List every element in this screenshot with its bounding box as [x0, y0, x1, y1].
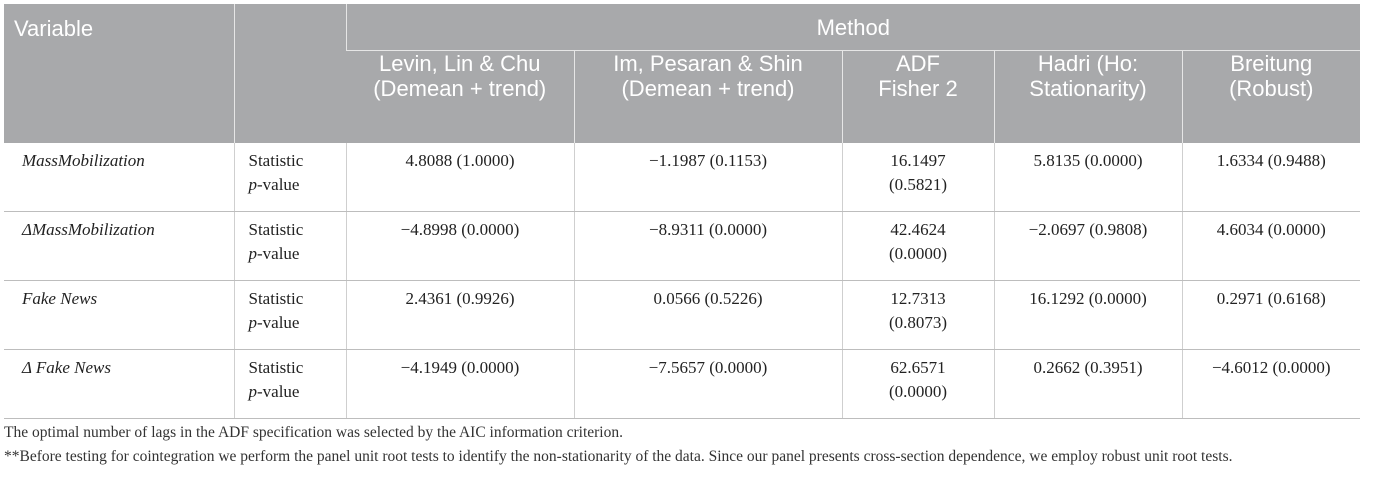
p-label: p [248, 382, 257, 401]
stat-label-cell [234, 212, 346, 281]
stat-label-cell [234, 143, 346, 212]
value-cell-adf-fisher: 42.4624 (0.0000) [842, 212, 994, 281]
p-label: p [248, 175, 257, 194]
p-suffix: -value [257, 175, 300, 194]
table-row [4, 212, 1360, 281]
table-row [4, 350, 1360, 419]
p-suffix: -value [257, 313, 300, 332]
stat-label-cell [234, 281, 346, 350]
p-label: p [248, 244, 257, 263]
value-cell-hadri: 5.8135 (0.0000) [994, 143, 1182, 212]
value-cell-adf-fisher: 12.7313 (0.8073) [842, 281, 994, 350]
value-cell-ips: −8.9311 (0.0000) [574, 212, 842, 281]
variable-cell: MassMobilization [4, 143, 234, 212]
stat-label-cell [234, 350, 346, 419]
value-cell-llc: 2.4361 (0.9926) [346, 281, 574, 350]
value-cell-llc: −4.1949 (0.0000) [346, 350, 574, 419]
blank-header [234, 4, 346, 143]
method-header: Method [346, 4, 1360, 51]
value-cell-llc: −4.8998 (0.0000) [346, 212, 574, 281]
header-row-top [4, 4, 1360, 51]
value-cell-ips: −1.1987 (0.1153) [574, 143, 842, 212]
p-label: p [248, 313, 257, 332]
value-cell-adf-fisher: 62.6571 (0.0000) [842, 350, 994, 419]
table-row [4, 143, 1360, 212]
value-cell-ips: −7.5657 (0.0000) [574, 350, 842, 419]
variable-cell: Fake News [4, 281, 234, 350]
statistic-label: Statistic [248, 151, 304, 170]
value-cell-hadri: −2.0697 (0.9808) [994, 212, 1182, 281]
unit-root-table [4, 4, 1360, 419]
value-cell-llc: 4.8088 (1.0000) [346, 143, 574, 212]
column-header-ips: Im, Pesaran & Shin (Demean + trend) [574, 51, 842, 144]
column-header-breitung: Breitung (Robust) [1182, 51, 1360, 144]
column-header-hadri: Hadri (Ho: Stationarity) [994, 51, 1182, 144]
statistic-label: Statistic [248, 220, 304, 239]
value-cell-ips: 0.0566 (0.5226) [574, 281, 842, 350]
variable-header: Variable [4, 4, 234, 143]
p-suffix: -value [257, 244, 300, 263]
value-cell-breitung: −4.6012 (0.0000) [1182, 350, 1360, 419]
value-cell-breitung: 4.6034 (0.0000) [1182, 212, 1360, 281]
value-cell-breitung: 1.6334 (0.9488) [1182, 143, 1360, 212]
value-cell-breitung: 0.2971 (0.6168) [1182, 281, 1360, 350]
value-cell-adf-fisher: 16.1497 (0.5821) [842, 143, 994, 212]
value-cell-hadri: 16.1292 (0.0000) [994, 281, 1182, 350]
p-suffix: -value [257, 382, 300, 401]
column-header-llc: Levin, Lin & Chu (Demean + trend) [346, 51, 574, 144]
footnote-cointegration: **Before testing for cointegration we perform the panel unit root tests to identify the non-stationarity of the data. Since our panel presents cross-section dependence, we employ robust unit root tests. [4, 448, 1233, 465]
statistic-label: Statistic [248, 358, 304, 377]
footnote-lags: The optimal number of lags in the ADF specification was selected by the AIC information criterion. [4, 424, 623, 441]
table-row [4, 281, 1360, 350]
variable-cell: ΔMassMobilization [4, 212, 234, 281]
column-header-adf-fisher: ADF Fisher 2 [842, 51, 994, 144]
value-cell-hadri: 0.2662 (0.3951) [994, 350, 1182, 419]
statistic-label: Statistic [248, 289, 304, 308]
variable-cell: Δ Fake News [4, 350, 234, 419]
